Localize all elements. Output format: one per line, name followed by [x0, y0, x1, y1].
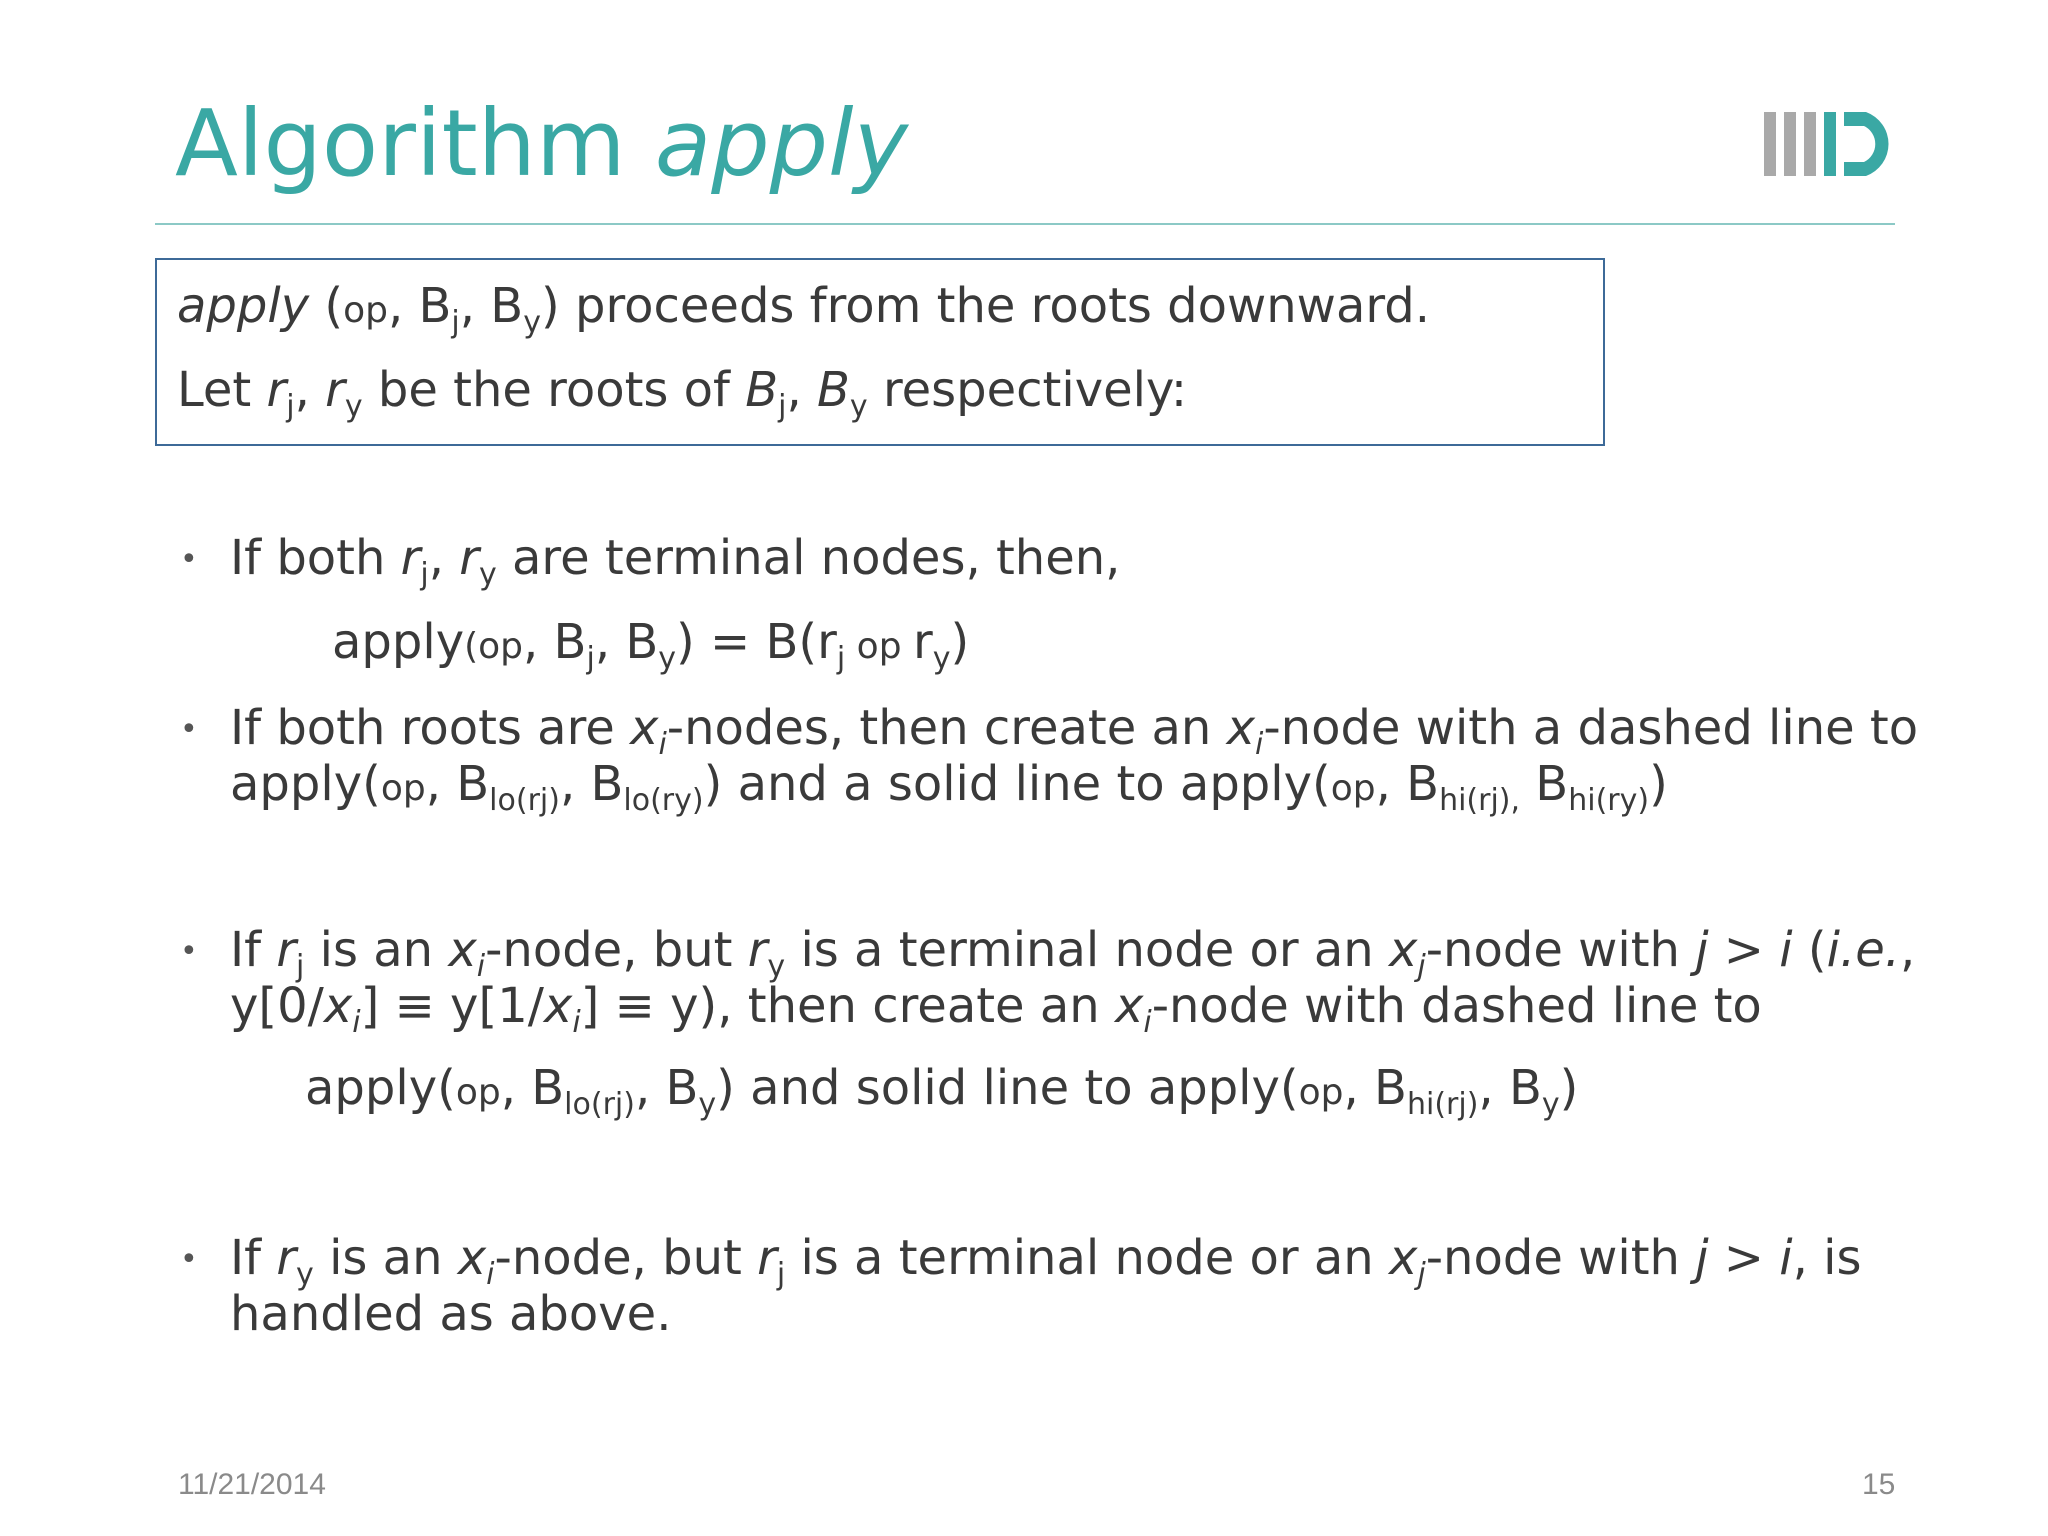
bullet-3-line-1: If $r_j$ is an $x_i$-node, but $r_y$ is a terminal node or an $x_j$-node with j > i (i.e., — [230, 922, 1916, 984]
title-main: Algorithm — [175, 90, 626, 197]
title-divider — [155, 223, 1895, 225]
bullet-3-marker: • — [180, 934, 198, 969]
bullet-2-marker: • — [180, 712, 198, 747]
box-line-1: apply (op, $B_j$, $B_y$) proceeds from the roots downward. — [177, 278, 1430, 340]
title-italic: apply — [654, 90, 909, 197]
bullet-2-line-1: If both roots are $x_i$-nodes, then create an $x_i$-node with a dashed line to — [230, 700, 1919, 762]
bullet-4-marker: • — [180, 1242, 198, 1277]
iiiD-logo-icon — [1764, 108, 1904, 180]
page-number: 15 — [1862, 1468, 1896, 1501]
bullet-3-line-2: $y[0/x_i] \equiv y[1/x_i] \equiv y$), then create an $x_i$-node with dashed line to — [230, 978, 1762, 1040]
bullet-4-line-1: If $r_y$ is an $x_i$-node, but $r_j$ is a terminal node or an $x_j$-node with j > i, is — [230, 1230, 1862, 1292]
footer-date: 11/21/2014 — [178, 1468, 326, 1501]
bullet-4-line-2: handled as above. — [230, 1286, 672, 1342]
slide-title — [175, 90, 908, 197]
bullet-1-line-2: apply(op, $B_j$, $B_y) = B(r_j$ op $r_y$) — [332, 614, 970, 676]
bullet-1-line-1: If both $r_j$, $r_y$ are terminal nodes, then, — [230, 530, 1121, 592]
bullet-2-line-2: apply(op, $B_{lo(rj)}$, $B_{lo(ry)}$) and a solid line to apply(op, $B_{hi(rj),}$ $B_{hi(ry)}$) — [230, 756, 1668, 818]
bullet-3-line-3: apply(op, $B_{lo(rj)}$, $B_y$) and solid line to apply(op, $B_{hi(rj)}$, $B_y$) — [305, 1060, 1579, 1122]
bullet-1-marker: • — [180, 542, 198, 577]
box-line-2: Let $r_j$, $r_y$ be the roots of $B_j$, $B_y$ respectively: — [177, 362, 1188, 424]
